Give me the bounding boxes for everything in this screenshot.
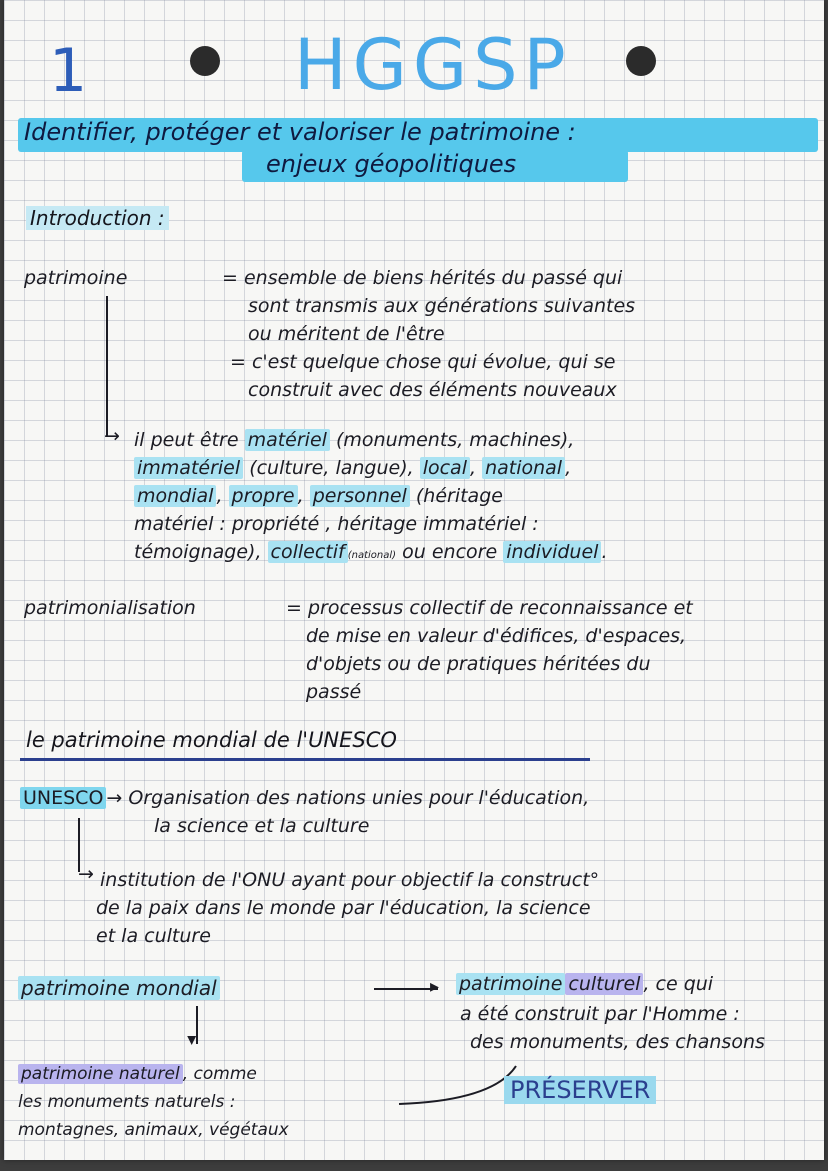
tag-local: local <box>420 457 470 479</box>
patrimonialisation-def-l1: = processus collectif de reconnaissance et <box>286 597 693 619</box>
mondial-arrow-line <box>374 988 438 990</box>
naturel-line-3: montagnes, animaux, végétaux <box>18 1120 289 1140</box>
unesco-heading: le patrimoine mondial de l'UNESCO <box>26 728 397 752</box>
patrimonialisation-def-l4: passé <box>306 681 362 703</box>
types-line-5: témoignage), collectif (national) ou encore individuel . <box>134 541 608 563</box>
patrimoine-def1-l2: sont transmis aux générations suivantes <box>248 295 636 317</box>
term-patrimonialisation: patrimonialisation <box>24 597 196 619</box>
patrimoine-def2-l2: construit avec des éléments nouveaux <box>248 379 617 401</box>
tag-culturel: culturel <box>565 973 643 995</box>
tag-personnel: personnel <box>310 485 410 507</box>
naturel-line-2: les monuments naturels : <box>18 1092 236 1112</box>
subtitle-line-1: Identifier, protéger et valoriser le patrimoine : <box>24 118 576 146</box>
tag-propre: propre <box>229 485 298 507</box>
patrimoine-def1-l3: ou méritent de l'être <box>248 323 445 345</box>
unesco-line-2: la science et la culture <box>154 815 370 837</box>
naturel-line-1: patrimoine naturel , comme <box>18 1062 257 1086</box>
arrow-down-icon: ▸ <box>182 1035 204 1046</box>
tag-materiel: matériel <box>245 429 330 451</box>
page-number: 1 <box>49 36 88 106</box>
binder-hole-right <box>626 46 656 76</box>
types-line-2: immatériel (culture, langue), local , national , <box>134 456 571 480</box>
collectif-note: (national) <box>347 550 397 561</box>
term-patrimoine-mondial: patrimoine mondial <box>18 976 220 1000</box>
tag-immateriel: immatériel <box>134 457 243 479</box>
term-unesco: UNESCO <box>20 787 106 809</box>
tag-mondial: mondial <box>134 485 216 507</box>
patrimoine-def1-l1: = ensemble de biens hérités du passé qui <box>222 267 623 289</box>
arrow-icon: → <box>104 425 120 447</box>
subtitle-line-2: enjeux géopolitiques <box>266 150 517 178</box>
types-line-3: mondial , propre , personnel (héritage <box>134 484 503 508</box>
unesco-line-1: UNESCO → Organisation des nations unies pour l'éducation, <box>20 786 589 810</box>
binder-hole-left <box>190 46 220 76</box>
culturel-line-2: a été construit par l'Homme : <box>460 1003 740 1025</box>
preserver-label: PRÉSERVER <box>504 1076 656 1104</box>
tag-national: national <box>482 457 565 479</box>
unesco-institution-l3: et la culture <box>96 925 211 947</box>
unesco-institution-l2: de la paix dans le monde par l'éducation, la science <box>96 897 591 919</box>
notebook-page <box>4 0 824 1160</box>
tag-collectif: collectif <box>268 541 348 563</box>
page-title: HGGSP <box>294 24 572 106</box>
types-line-1: il peut être matériel (monuments, machines), <box>134 429 575 451</box>
introduction-heading: Introduction : <box>26 206 169 230</box>
tag-naturel: patrimoine naturel <box>18 1064 183 1084</box>
patrimonialisation-def-l2: de mise en valeur d'édifices, d'espaces, <box>306 625 687 647</box>
unesco-institution-l1: institution de l'ONU ayant pour objectif la construct° <box>100 869 600 891</box>
culturel-line-1: patrimoine culturel , ce qui <box>456 972 713 996</box>
patrimoine-def2-l1: = c'est quelque chose qui évolue, qui se <box>230 351 616 373</box>
types-line-4: matériel : propriété , héritage immatériel : <box>134 513 539 535</box>
connector-line <box>106 296 108 436</box>
patrimonialisation-def-l3: d'objets ou de pratiques héritées du <box>306 653 651 675</box>
heading-underline <box>20 758 590 761</box>
arrow-right-icon: ▸ <box>430 976 440 997</box>
term-patrimoine: patrimoine <box>24 267 128 289</box>
arrow-icon-2: → <box>78 863 94 885</box>
culturel-line-3: des monuments, des chansons <box>470 1031 765 1053</box>
tag-individuel: individuel <box>503 541 601 563</box>
